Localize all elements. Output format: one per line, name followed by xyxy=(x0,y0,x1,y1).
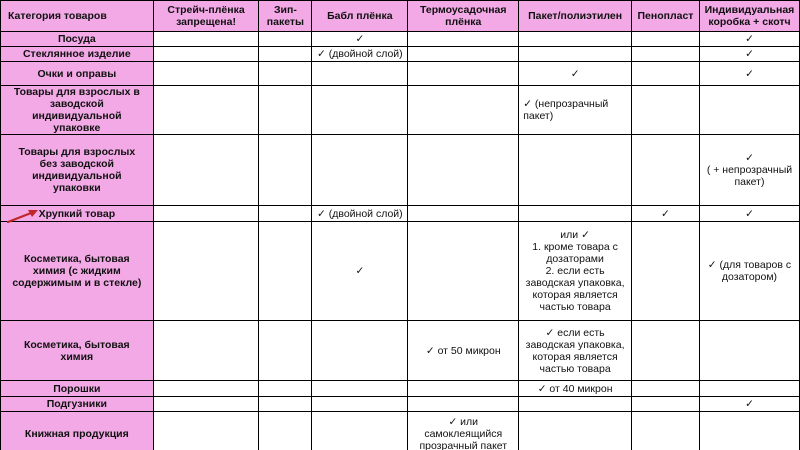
table-cell[interactable] xyxy=(153,86,259,135)
table-cell[interactable] xyxy=(259,206,312,222)
category-cell[interactable]: Порошки xyxy=(1,381,154,397)
table-cell[interactable] xyxy=(153,32,259,47)
table-cell[interactable] xyxy=(259,321,312,381)
column-header-stretch-film[interactable]: Стрейч-плёнка запрещена! xyxy=(153,1,259,32)
table-cell[interactable] xyxy=(519,412,632,450)
table-cell[interactable] xyxy=(153,62,259,86)
table-cell[interactable] xyxy=(631,86,699,135)
table-cell[interactable] xyxy=(153,412,259,450)
category-cell[interactable]: Товары для взрослых без заводской индивидуальной упаковки xyxy=(1,135,154,206)
table-row xyxy=(1,135,800,206)
column-header-foam[interactable]: Пенопласт xyxy=(631,1,699,32)
table-row xyxy=(1,222,800,321)
table-row xyxy=(1,206,800,222)
table-cell[interactable] xyxy=(153,47,259,62)
table-cell[interactable]: ✓ xyxy=(312,32,408,47)
table-row xyxy=(1,381,800,397)
table-cell[interactable] xyxy=(153,222,259,321)
table-cell[interactable] xyxy=(312,397,408,412)
table-cell[interactable] xyxy=(631,135,699,206)
table-cell[interactable] xyxy=(312,321,408,381)
table-cell[interactable]: ✓ xyxy=(699,47,799,62)
table-row xyxy=(1,412,800,450)
table-cell[interactable] xyxy=(631,397,699,412)
table-cell[interactable] xyxy=(259,135,312,206)
table-cell[interactable] xyxy=(408,62,519,86)
table-row xyxy=(1,32,800,47)
table-cell[interactable] xyxy=(259,222,312,321)
table-cell[interactable]: ✓ xyxy=(631,206,699,222)
table-cell[interactable]: ✓ xyxy=(699,32,799,47)
table-cell[interactable] xyxy=(408,86,519,135)
table-cell[interactable]: ✓ ( + непрозрачный пакет) xyxy=(699,135,799,206)
category-cell[interactable]: Стеклянное изделие xyxy=(1,47,154,62)
column-header-box-tape[interactable]: Индивидуальная коробка + скотч xyxy=(699,1,799,32)
table-cell[interactable] xyxy=(153,135,259,206)
table-cell[interactable] xyxy=(312,381,408,397)
table-row xyxy=(1,86,800,135)
category-cell[interactable]: Хрупкий товар xyxy=(1,206,154,222)
table-cell[interactable]: ✓ (двойной слой) xyxy=(312,206,408,222)
column-header-zip-bags[interactable]: Зип-пакеты xyxy=(259,1,312,32)
table-cell[interactable] xyxy=(408,381,519,397)
table-cell[interactable] xyxy=(312,62,408,86)
table-cell[interactable] xyxy=(408,32,519,47)
table-row xyxy=(1,321,800,381)
table-cell[interactable] xyxy=(519,135,632,206)
table-cell[interactable]: ✓ (для товаров с дозатором) xyxy=(699,222,799,321)
table-cell[interactable]: ✓ (двойной слой) xyxy=(312,47,408,62)
table-cell[interactable] xyxy=(631,321,699,381)
category-cell[interactable]: Подгузники xyxy=(1,397,154,412)
table-cell[interactable] xyxy=(631,62,699,86)
table-cell[interactable] xyxy=(408,397,519,412)
table-cell[interactable] xyxy=(259,381,312,397)
table-cell[interactable] xyxy=(519,47,632,62)
category-cell[interactable]: Косметика, бытовая химия xyxy=(1,321,154,381)
category-cell[interactable]: Книжная продукция xyxy=(1,412,154,450)
table-cell[interactable] xyxy=(153,206,259,222)
table-cell[interactable] xyxy=(631,412,699,450)
table-cell[interactable] xyxy=(312,135,408,206)
column-header-bubble-wrap[interactable]: Бабл плёнка xyxy=(312,1,408,32)
table-cell[interactable] xyxy=(519,206,632,222)
column-header-shrink-film[interactable]: Термоусадочная плёнка xyxy=(408,1,519,32)
table-cell[interactable] xyxy=(699,86,799,135)
table-cell[interactable]: ✓ xyxy=(312,222,408,321)
category-cell[interactable]: Товары для взрослых в заводской индивидуальной упаковке xyxy=(1,86,154,135)
table-cell[interactable] xyxy=(408,206,519,222)
table-cell[interactable]: ✓ (непрозрачный пакет) xyxy=(519,86,632,135)
table-cell[interactable] xyxy=(153,321,259,381)
column-header-poly-bag[interactable]: Пакет/полиэтилен xyxy=(519,1,632,32)
table-cell[interactable] xyxy=(153,397,259,412)
table-cell[interactable]: ✓ или самоклеящийся прозрачный пакет xyxy=(408,412,519,450)
table-cell[interactable]: ✓ xyxy=(699,397,799,412)
red-arrow-icon xyxy=(6,208,40,224)
table-row xyxy=(1,62,800,86)
table-cell[interactable] xyxy=(259,47,312,62)
category-cell[interactable]: Косметика, бытовая химия (с жидким содержимым и в стекле) xyxy=(1,222,154,321)
table-cell[interactable] xyxy=(259,397,312,412)
table-cell[interactable]: ✓ xyxy=(519,62,632,86)
table-cell[interactable]: ✓ от 50 микрон xyxy=(408,321,519,381)
table-cell[interactable] xyxy=(312,86,408,135)
category-cell[interactable]: Посуда xyxy=(1,32,154,47)
table-cell[interactable]: ✓ если есть заводская упаковка, которая является частью товара xyxy=(519,321,632,381)
table-cell[interactable] xyxy=(408,222,519,321)
table-cell[interactable] xyxy=(699,412,799,450)
table-cell[interactable] xyxy=(259,62,312,86)
table-row xyxy=(1,47,800,62)
table-cell[interactable] xyxy=(631,47,699,62)
header-row xyxy=(1,1,800,32)
table-cell[interactable] xyxy=(519,32,632,47)
table-cell[interactable] xyxy=(259,86,312,135)
table-cell[interactable] xyxy=(699,381,799,397)
table-cell[interactable] xyxy=(699,321,799,381)
table-cell[interactable] xyxy=(631,32,699,47)
table-cell[interactable]: или ✓ 1. кроме товара с дозаторами 2. если есть заводская упаковка, которая является частью товара xyxy=(519,222,632,321)
table-row xyxy=(1,397,800,412)
table-cell[interactable] xyxy=(153,381,259,397)
table-cell[interactable] xyxy=(259,412,312,450)
table-cell[interactable] xyxy=(408,47,519,62)
table-cell[interactable] xyxy=(519,397,632,412)
column-header-category[interactable]: Категория товаров xyxy=(1,1,154,32)
category-cell[interactable]: Очки и оправы xyxy=(1,62,154,86)
table-cell[interactable] xyxy=(631,222,699,321)
table-cell[interactable] xyxy=(259,32,312,47)
table-cell[interactable]: ✓ от 40 микрон xyxy=(519,381,632,397)
table-cell[interactable]: ✓ xyxy=(699,206,799,222)
table-cell[interactable] xyxy=(631,381,699,397)
table-cell[interactable]: ✓ xyxy=(699,62,799,86)
table-cell[interactable] xyxy=(408,135,519,206)
table-cell[interactable] xyxy=(312,412,408,450)
